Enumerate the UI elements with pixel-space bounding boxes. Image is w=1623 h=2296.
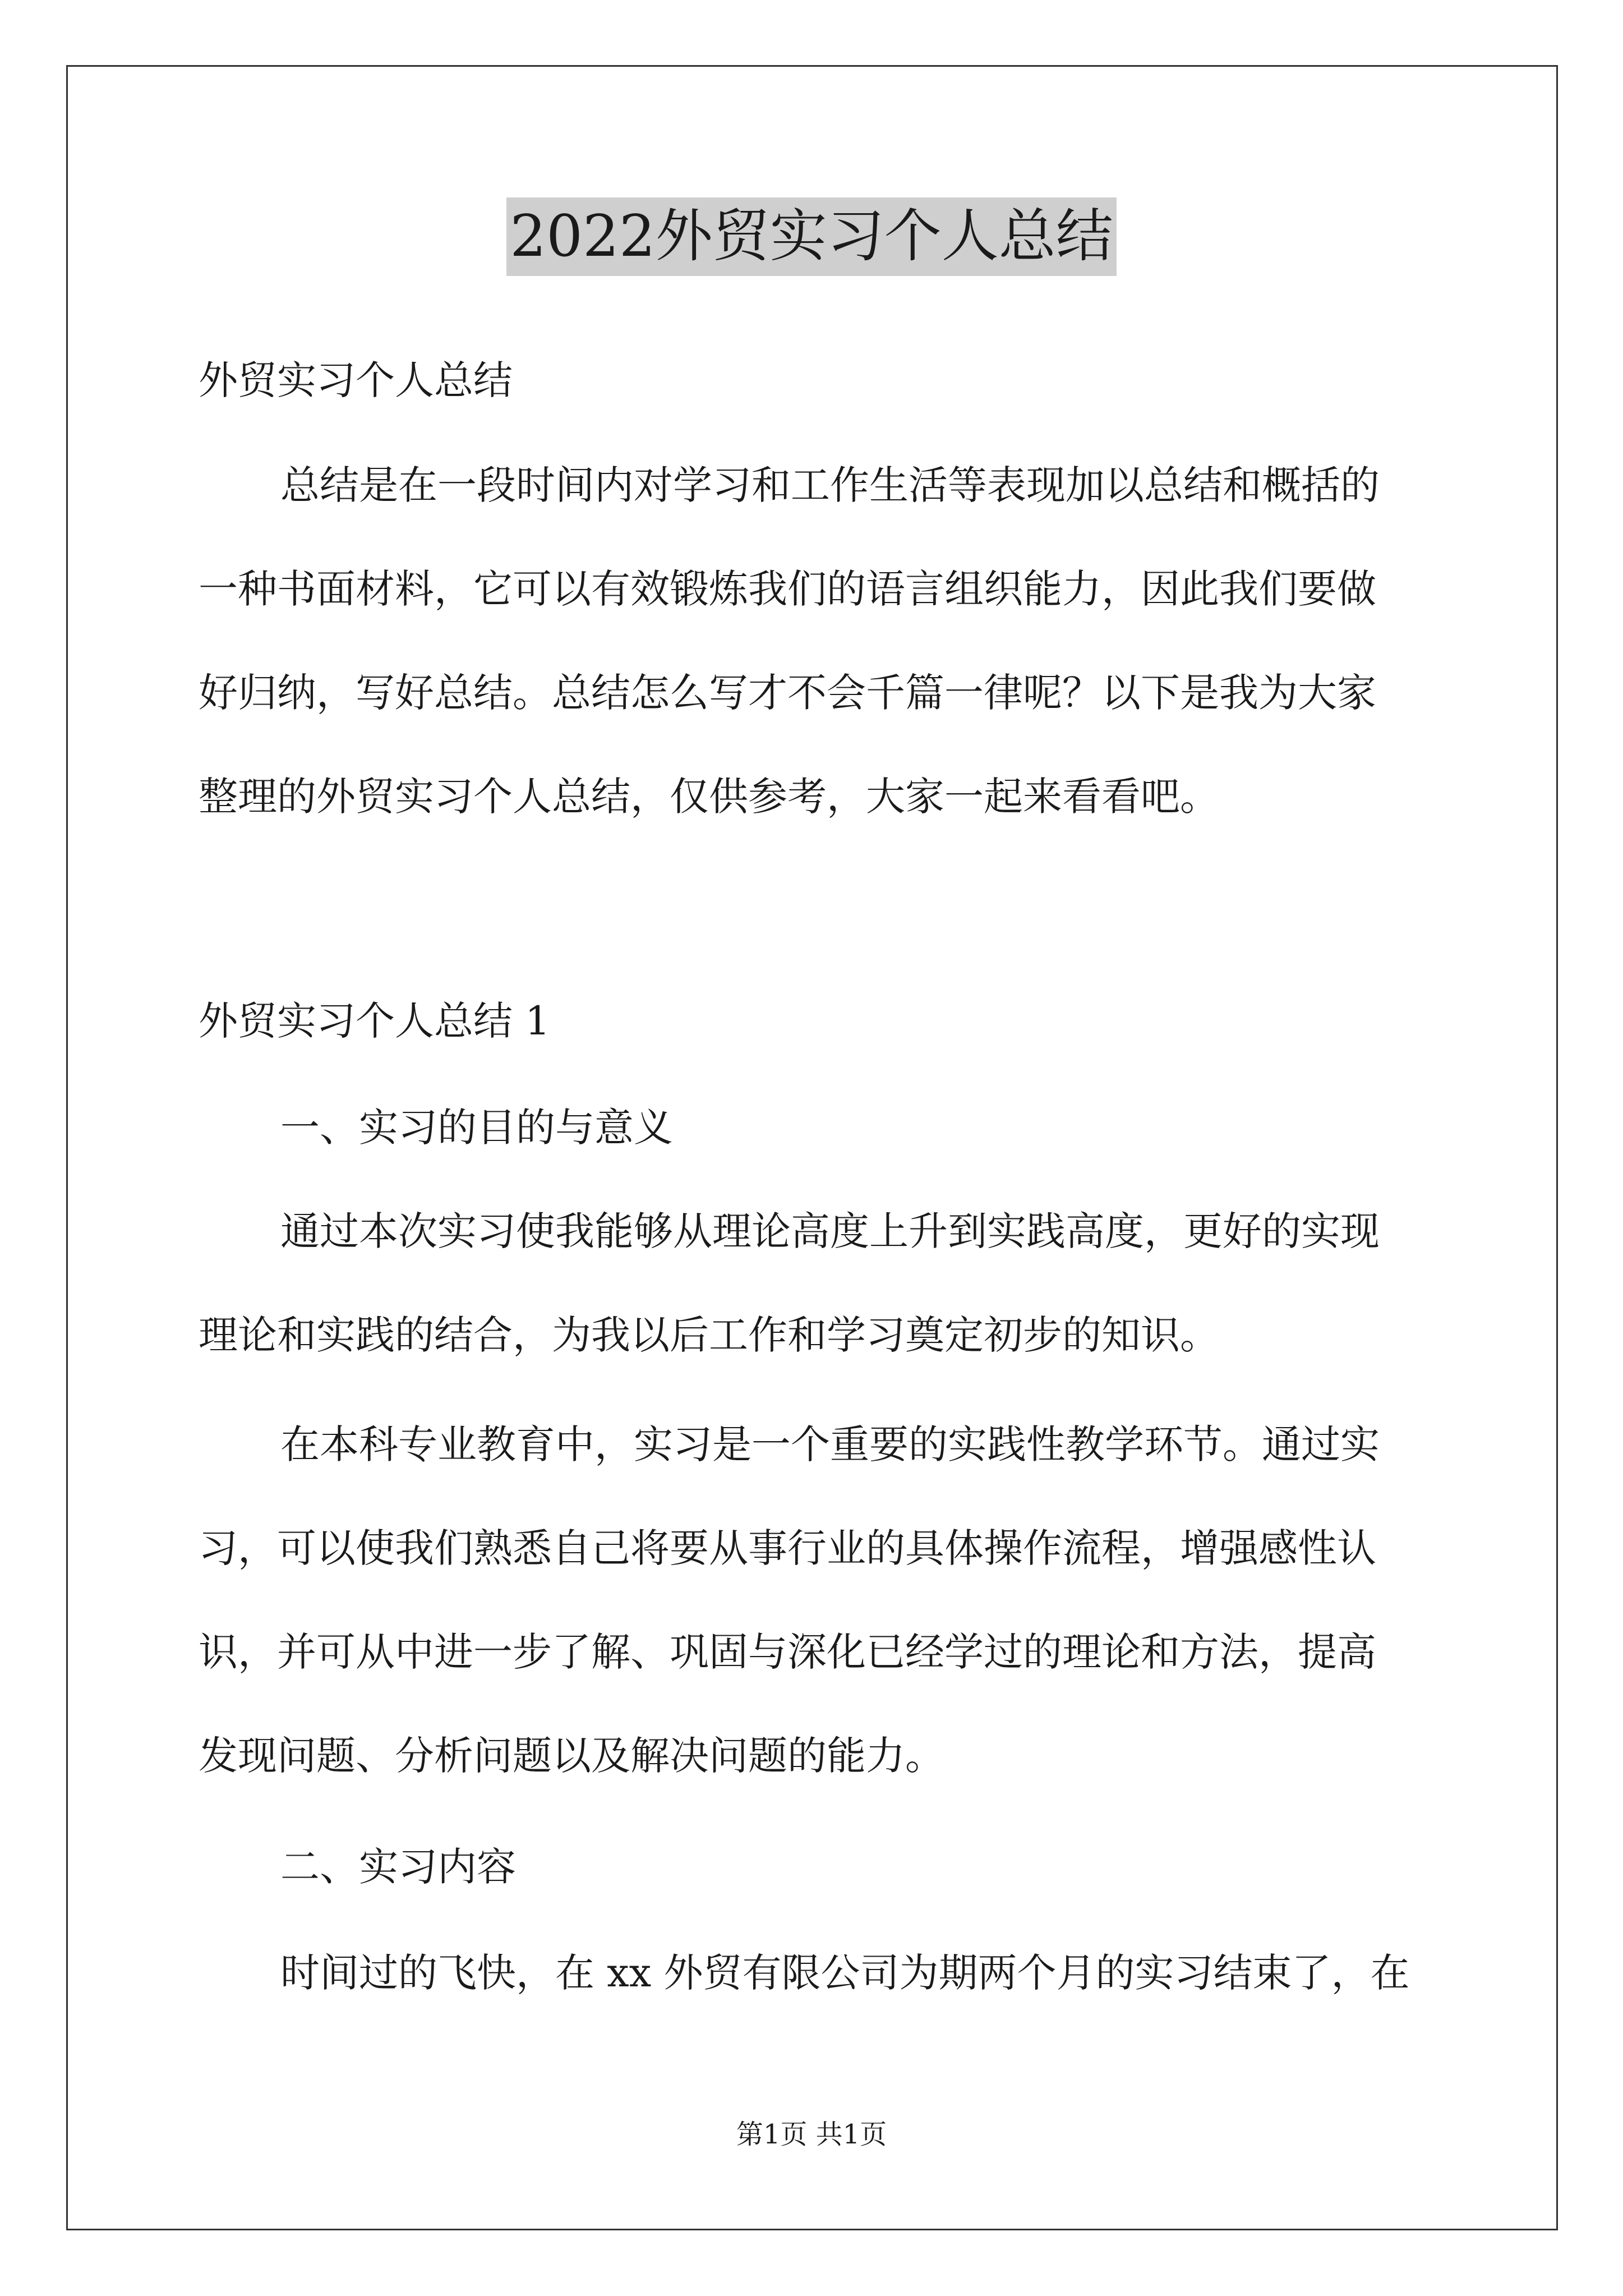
part1-heading: 一、实习的目的与意义 xyxy=(280,1105,673,1151)
section1-heading: 外贸实习个人总结 1 xyxy=(199,998,550,1044)
paragraph-line: 理论和实践的结合，为我以后工作和学习奠定初步的知识。 xyxy=(199,1312,1219,1358)
document-heading: 外贸实习个人总结 xyxy=(199,357,513,403)
document-title xyxy=(0,197,1623,276)
paragraph-line: 习，可以使我们熟悉自己将要从事行业的具体操作流程，增强感性认 xyxy=(199,1525,1376,1571)
intro-line: 好归纳，写好总结。总结怎么写才不会千篇一律呢？以下是我为大家 xyxy=(199,670,1376,716)
page-footer: 第1页 共1页 xyxy=(736,2119,887,2150)
paragraph-line: 发现问题、分析问题以及解决问题的能力。 xyxy=(199,1733,944,1779)
paragraph-line: 通过本次实习使我能够从理论高度上升到实践高度，更好的实现 xyxy=(280,1208,1380,1254)
paragraph-line: 时间过的飞快，在 xx 外贸有限公司为期两个月的实习结束了，在 xyxy=(280,1950,1410,1996)
part2-heading: 二、实习内容 xyxy=(280,1844,516,1890)
paragraph-line: 在本科专业教育中，实习是一个重要的实践性教学环节。通过实 xyxy=(280,1421,1380,1467)
intro-line: 总结是在一段时间内对学习和工作生活等表现加以总结和概括的 xyxy=(280,462,1380,508)
intro-line: 整理的外贸实习个人总结，仅供参考，大家一起来看看吧。 xyxy=(199,774,1219,820)
intro-line: 一种书面材料，它可以有效锻炼我们的语言组织能力，因此我们要做 xyxy=(199,566,1376,612)
paragraph-line: 识，并可从中进一步了解、巩固与深化已经学过的理论和方法，提高 xyxy=(199,1629,1376,1675)
document-title-text: 2022外贸实习个人总结 xyxy=(506,197,1117,276)
